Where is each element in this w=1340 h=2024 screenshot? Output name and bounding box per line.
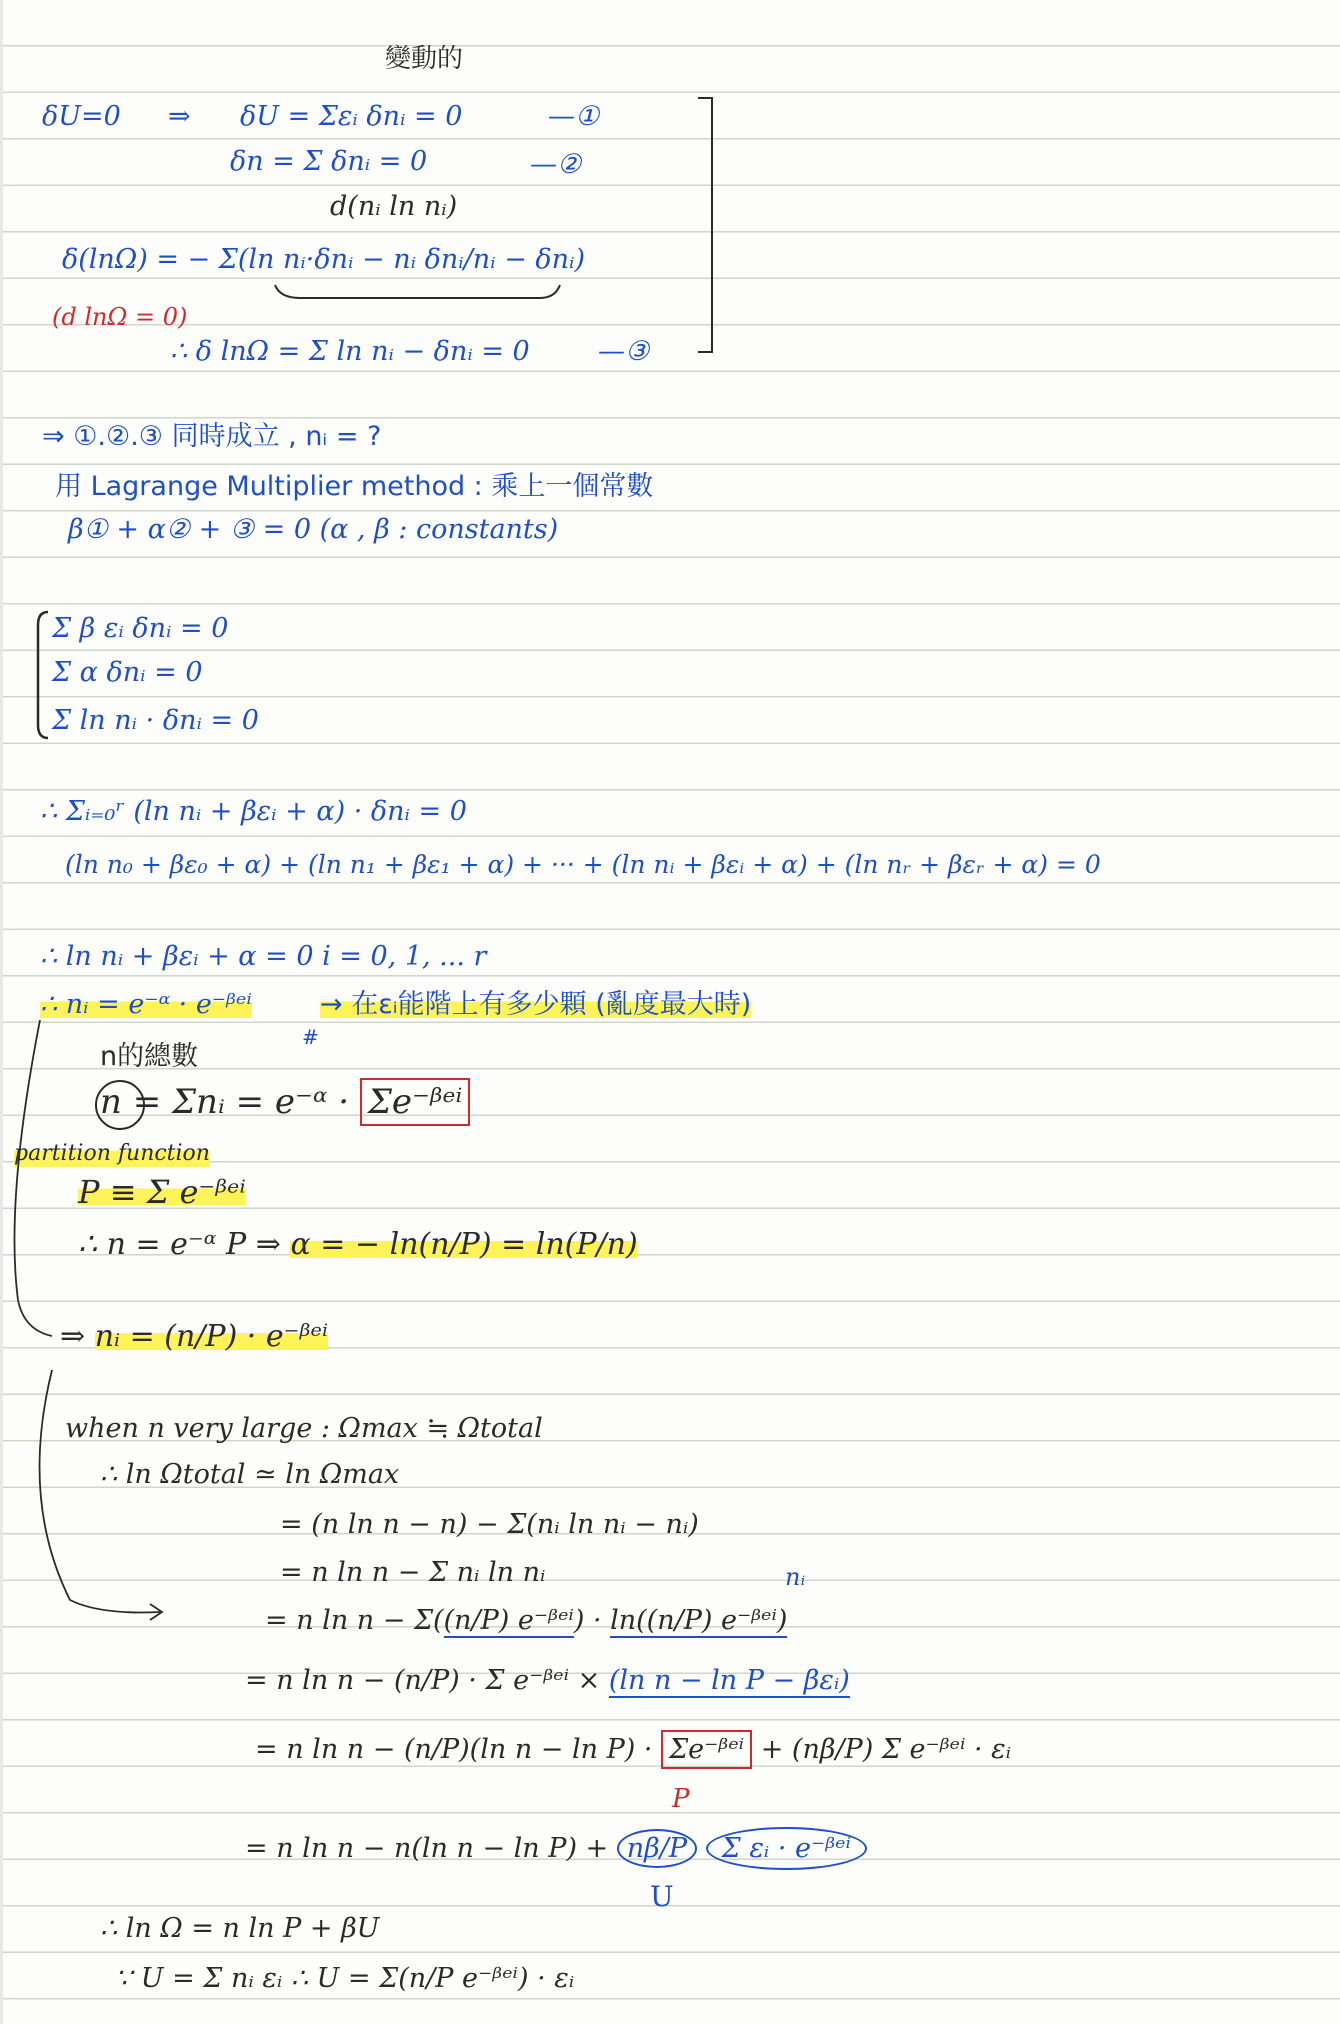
b5-total-n-prefix: n = Σnᵢ = e⁻ᵅ · [100, 1082, 350, 1122]
b1-line1-left: δU=0 [42, 101, 121, 132]
b6-line5-ni-note: nᵢ [785, 1563, 806, 1591]
b1-line1-arrow: ⇒ [168, 101, 191, 132]
underbrace-mark [275, 285, 560, 298]
b2-line3: β① + α② + ③ = 0 (α , β : constants) [68, 514, 559, 545]
b6-line8 [245, 1832, 867, 1866]
b6-line5-mid: ) · [573, 1605, 611, 1636]
curved-arrow-1 [14, 1020, 52, 1336]
b6-line8-red-P: P [672, 1784, 690, 1814]
b4-line1: ∴ Σᵢ₌₀ʳ (ln nᵢ + βεᵢ + α) · δnᵢ = 0 [40, 796, 467, 827]
b5-ni-final-arrow: ⇒ [60, 1319, 86, 1354]
b6-line10: ∵ U = Σ nᵢ εᵢ ∴ U = Σ(n/P e⁻ᵝᵉⁱ) · εᵢ [115, 1963, 575, 1994]
right-bracket-mark [698, 98, 712, 352]
b6-line2: ∴ ln Ωtotal ≃ ln Ωmax [100, 1459, 400, 1490]
b1-line2-equation: δn = Σ δnᵢ = 0 [230, 146, 428, 177]
b6-line5-prefix: = n ln n − Σ( [265, 1605, 444, 1636]
b5-total-n-boxed-sum: Σe⁻ᵝᵉⁱ [360, 1078, 470, 1126]
left-brace-mark [38, 612, 48, 738]
b5-alpha-prefix: ∴ n = e⁻ᵅ P ⇒ [78, 1227, 281, 1262]
b1-line6-equation: ∴ δ lnΩ = Σ ln nᵢ − δnᵢ = 0 [170, 336, 530, 367]
b6-line1: when n very large : Ωmax ≒ Ωtotal [65, 1413, 543, 1444]
b1-eq-number-3: —③ [598, 336, 650, 367]
b5-ni-meaning: → 在εᵢ能階上有多少顆 (亂度最大時) [320, 989, 752, 1020]
b5-alpha-line [78, 1228, 638, 1262]
b1-eq-number-2: —② [530, 149, 582, 180]
b6-line4: = n ln n − Σ nᵢ ln nᵢ [280, 1557, 546, 1588]
b5-line1: ∴ ln nᵢ + βεᵢ + α = 0 i = 0, 1, ... r [40, 941, 487, 972]
page-edge [0, 0, 3, 2024]
b5-partition-function-label: partition function [14, 1137, 210, 1171]
b6-line5 [265, 1604, 787, 1638]
b1-line1-equation: δU = Σεᵢ δnᵢ = 0 [240, 101, 463, 132]
b5-total-n-eq [100, 1082, 470, 1122]
b6-line9: ∴ ln Ω = n ln P + βU [100, 1913, 380, 1944]
b6-line8-prefix: = n ln n − n(ln n − ln P) + [245, 1833, 609, 1864]
b1-line3-note: d(nᵢ ln nᵢ) [330, 191, 458, 222]
b6-line8-circled-fraction: nβ/P [617, 1829, 697, 1868]
arrowhead-mark [150, 1604, 162, 1620]
b3-line1: Σ β εᵢ δnᵢ = 0 [52, 613, 229, 644]
b3-line2: Σ α δnᵢ = 0 [52, 657, 203, 688]
b1-line5-red-note: (d lnΩ = 0) [52, 303, 188, 331]
b5-alpha-solution: α = − ln(n/P) = ln(P/n) [290, 1227, 638, 1262]
b1-line4-equation: δ(lnΩ) = − Σ(ln nᵢ·δnᵢ − nᵢ δnᵢ/nᵢ − δnᵢ) [62, 244, 586, 275]
b6-line7-boxed-sum: Σe⁻ᵝᵉⁱ [661, 1730, 752, 1769]
b3-line3: Σ ln nᵢ · δnᵢ = 0 [52, 705, 259, 736]
b5-total-n-label: n的總數 [100, 1041, 199, 1072]
b6-line8-circled-sum: Σ εᵢ · e⁻ᵝᵉⁱ [706, 1827, 867, 1870]
b5-ni-final: nᵢ = (n/P) · e⁻ᵝᵉⁱ [94, 1319, 329, 1354]
b6-line6-underlined: (ln n − ln P − βεᵢ) [608, 1665, 850, 1696]
b6-line7-prefix: = n ln n − (n/P)(ln n − ln P) · [255, 1734, 653, 1765]
b6-line5-underlined-1: (n/P) e⁻ᵝᵉⁱ [443, 1605, 574, 1636]
b2-line2: 用 Lagrange Multiplier method : 乘上一個常數 [55, 471, 654, 502]
b1-eq-number-1: —① [548, 101, 600, 132]
b6-line5-underlined-2: ln((n/P) e⁻ᵝᵉⁱ) [610, 1605, 788, 1636]
b6-line3: = (n ln n − n) − Σ(nᵢ ln nᵢ − nᵢ) [280, 1509, 699, 1540]
b6-line6 [245, 1664, 850, 1698]
b5-ni-solution: ∴ nᵢ = e⁻ᵅ · e⁻ᵝᵉⁱ [40, 989, 252, 1020]
b5-partition-function-def: P ≡ Σ e⁻ᵝᵉⁱ [78, 1173, 246, 1211]
b5-ni-final-line [60, 1320, 328, 1354]
b6-line8-U-label: U [650, 1880, 674, 1913]
b2-line1: ⇒ ①.②.③ 同時成立 , nᵢ = ? [42, 421, 382, 452]
top-annotation: 變動的 [385, 44, 464, 74]
b5-hash-mark: # [302, 1025, 319, 1049]
b6-line7 [255, 1733, 1011, 1767]
b6-line7-suffix: + (nβ/P) Σ e⁻ᵝᵉⁱ · εᵢ [760, 1734, 1012, 1765]
b6-line6-prefix: = n ln n − (n/P) · Σ e⁻ᵝᵉⁱ × [245, 1665, 601, 1696]
b4-line2: (ln n₀ + βε₀ + α) + (ln n₁ + βε₁ + α) + ··· + (ln nᵢ + βεᵢ + α) + (ln nᵣ + βεᵣ + α) = 0 [65, 850, 1101, 879]
